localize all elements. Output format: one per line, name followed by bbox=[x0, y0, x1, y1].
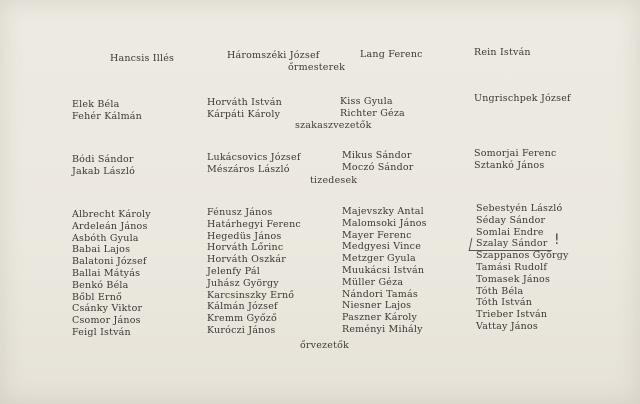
name-entry: Sebestyén László bbox=[476, 203, 563, 214]
name-entry: Rein István bbox=[474, 47, 531, 58]
column-1 bbox=[72, 209, 151, 339]
column-3 bbox=[340, 96, 405, 120]
name-entry: Balatoni József bbox=[72, 256, 147, 268]
column-1 bbox=[72, 99, 142, 123]
column-1 bbox=[72, 154, 135, 178]
section-title: tizedesek bbox=[310, 175, 358, 186]
name-entry: Kremm Győző bbox=[207, 313, 277, 325]
name-entry: Reményi Mihály bbox=[342, 323, 423, 335]
name-entry: Fehér Kálmán bbox=[72, 110, 142, 122]
name-entry: Kiss Gyula bbox=[340, 96, 393, 107]
name-entry: Mayer Ferenc bbox=[342, 229, 412, 241]
name-entry: Moczó Sándor bbox=[342, 161, 414, 173]
name-entry: Határhegyi Ferenc bbox=[207, 218, 301, 230]
name-entry: Müller Géza bbox=[342, 276, 404, 288]
name-entry: Juhász György bbox=[207, 277, 279, 289]
name-entry: Fénusz János bbox=[207, 207, 273, 218]
name-entry: Horváth Lőrinc bbox=[207, 242, 284, 254]
name-entry: Tamási Rudolf bbox=[476, 261, 548, 273]
column-2 bbox=[207, 97, 282, 121]
name-entry: Horváth István bbox=[207, 97, 282, 108]
name-entry: Bőbl Ernő bbox=[72, 291, 122, 303]
name-entry: Mészáros László bbox=[207, 163, 290, 175]
name-entry: Sztankó János bbox=[474, 159, 545, 171]
section-title: őrmesterek bbox=[288, 62, 346, 73]
column-3 bbox=[342, 206, 427, 336]
name-entry: Paszner Károly bbox=[342, 312, 418, 324]
name-entry: Csomor János bbox=[72, 315, 141, 327]
pencil-annotation: ! bbox=[554, 232, 560, 248]
name-entry: Tomasek János bbox=[476, 273, 551, 285]
name-entry: Niesner Lajos bbox=[342, 300, 412, 312]
section-title: szakaszvezetők bbox=[295, 120, 372, 131]
section-title: őrvezetők bbox=[300, 340, 349, 351]
name-entry: Somlai Endre bbox=[476, 226, 544, 238]
column-3 bbox=[342, 150, 414, 174]
name-entry: Benkó Béla bbox=[72, 279, 129, 291]
name-entry: Csánky Viktor bbox=[72, 303, 143, 315]
name-entry: Lukácsovics József bbox=[207, 152, 301, 163]
name-entry: Richter Géza bbox=[340, 107, 405, 119]
name-entry: Medgyesi Vince bbox=[342, 241, 422, 253]
name-entry: Mikus Sándor bbox=[342, 150, 412, 161]
name-entry: Ungrischpek József bbox=[474, 93, 571, 104]
name-entry: Majevszky Antal bbox=[342, 206, 424, 217]
pencil-underline-mark bbox=[469, 238, 555, 251]
name-entry: Kárpáti Károly bbox=[207, 108, 281, 120]
name-entry: Tóth István bbox=[476, 297, 533, 309]
name-entry: Hancsis Illés bbox=[110, 53, 175, 64]
name-entry: Bódi Sándor bbox=[72, 154, 134, 165]
name-entry: Babai Lajos bbox=[72, 244, 131, 256]
name-entry: Ardeleán János bbox=[72, 220, 148, 232]
column-2 bbox=[207, 207, 301, 337]
name-entry: Hegedüs János bbox=[207, 230, 282, 242]
name-entry: Jelenfy Pál bbox=[207, 265, 260, 277]
name-entry: Feigl István bbox=[72, 326, 131, 338]
column-4 bbox=[474, 93, 571, 105]
name-entry: Elek Béla bbox=[72, 99, 120, 110]
name-entry: Malomsoki János bbox=[342, 217, 427, 229]
column-2 bbox=[207, 152, 301, 176]
column-4 bbox=[474, 148, 556, 172]
name-entry: Metzger Gyula bbox=[342, 253, 416, 265]
name-entry: Ballai Mátyás bbox=[72, 267, 141, 279]
name-entry: Tóth Béla bbox=[476, 285, 524, 297]
name-entry: Vattay János bbox=[476, 320, 538, 332]
name-entry: Trieber István bbox=[476, 309, 548, 321]
name-entry: Séday Sándor bbox=[476, 214, 546, 226]
name-entry: Karcsinszky Ernő bbox=[207, 289, 295, 301]
name-entry: Kálmán József bbox=[207, 301, 278, 313]
name-entry: Háromszéki József bbox=[227, 50, 320, 61]
name-entry: Jakab László bbox=[72, 165, 136, 177]
name-entry: Lang Ferenc bbox=[360, 49, 423, 60]
name-entry: Szalay Sándor bbox=[476, 238, 548, 250]
name-entry: Nándori Tamás bbox=[342, 288, 418, 300]
name-entry: Somorjai Ferenc bbox=[474, 148, 557, 159]
column-4 bbox=[476, 203, 569, 333]
name-entry: Muukácsi István bbox=[342, 264, 425, 276]
name-entry: Albrecht Károly bbox=[72, 209, 151, 220]
name-entry: Asbóth Gyula bbox=[72, 232, 139, 244]
name-entry: Horváth Oszkár bbox=[207, 254, 286, 266]
name-entry: Szappanos György bbox=[476, 250, 569, 262]
name-entry: Kuróczi János bbox=[207, 324, 276, 336]
